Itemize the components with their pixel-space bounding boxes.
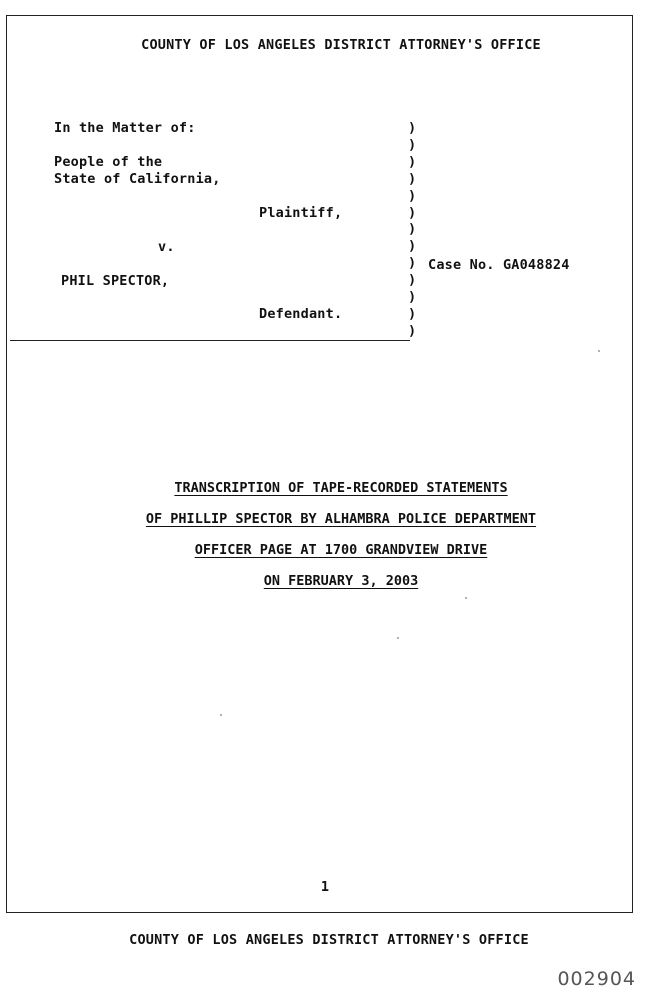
title-line-2: OF PHILLIP SPECTOR BY ALHAMBRA POLICE DEPARTMENT: [145, 511, 537, 527]
scan-speck: [397, 637, 399, 639]
defendant-name: PHIL SPECTOR,: [61, 273, 170, 289]
matter-label: In the Matter of:: [54, 120, 196, 136]
versus: v.: [158, 239, 175, 255]
plaintiff-role: Plaintiff,: [259, 205, 343, 221]
title-line-1: TRANSCRIPTION OF TAPE-RECORDED STATEMENTS: [174, 480, 508, 496]
defendant-role: Defendant.: [259, 306, 343, 322]
plaintiff-line-1: People of the: [54, 154, 163, 170]
scan-speck: [598, 350, 600, 352]
title-line-3: OFFICER PAGE AT 1700 GRANDVIEW DRIVE: [194, 542, 488, 558]
scan-speck: [220, 714, 222, 716]
page-number: 1: [320, 879, 330, 895]
page-border: [6, 15, 633, 913]
case-number: Case No. GA048824: [428, 257, 570, 273]
bates-stamp: 002904: [557, 968, 636, 990]
scan-speck: [465, 597, 467, 599]
footer-office-name: COUNTY OF LOS ANGELES DISTRICT ATTORNEY'S OFFICE: [129, 932, 529, 948]
header-office-name: COUNTY OF LOS ANGELES DISTRICT ATTORNEY'S OFFICE: [141, 37, 541, 53]
caption-divider: [10, 340, 410, 341]
plaintiff-line-2: State of California,: [54, 171, 221, 187]
title-line-4: ON FEBRUARY 3, 2003: [263, 573, 419, 589]
caption-parentheses: ) ) ) ) ) ) ) ) ) ) ) ) ): [408, 120, 417, 339]
